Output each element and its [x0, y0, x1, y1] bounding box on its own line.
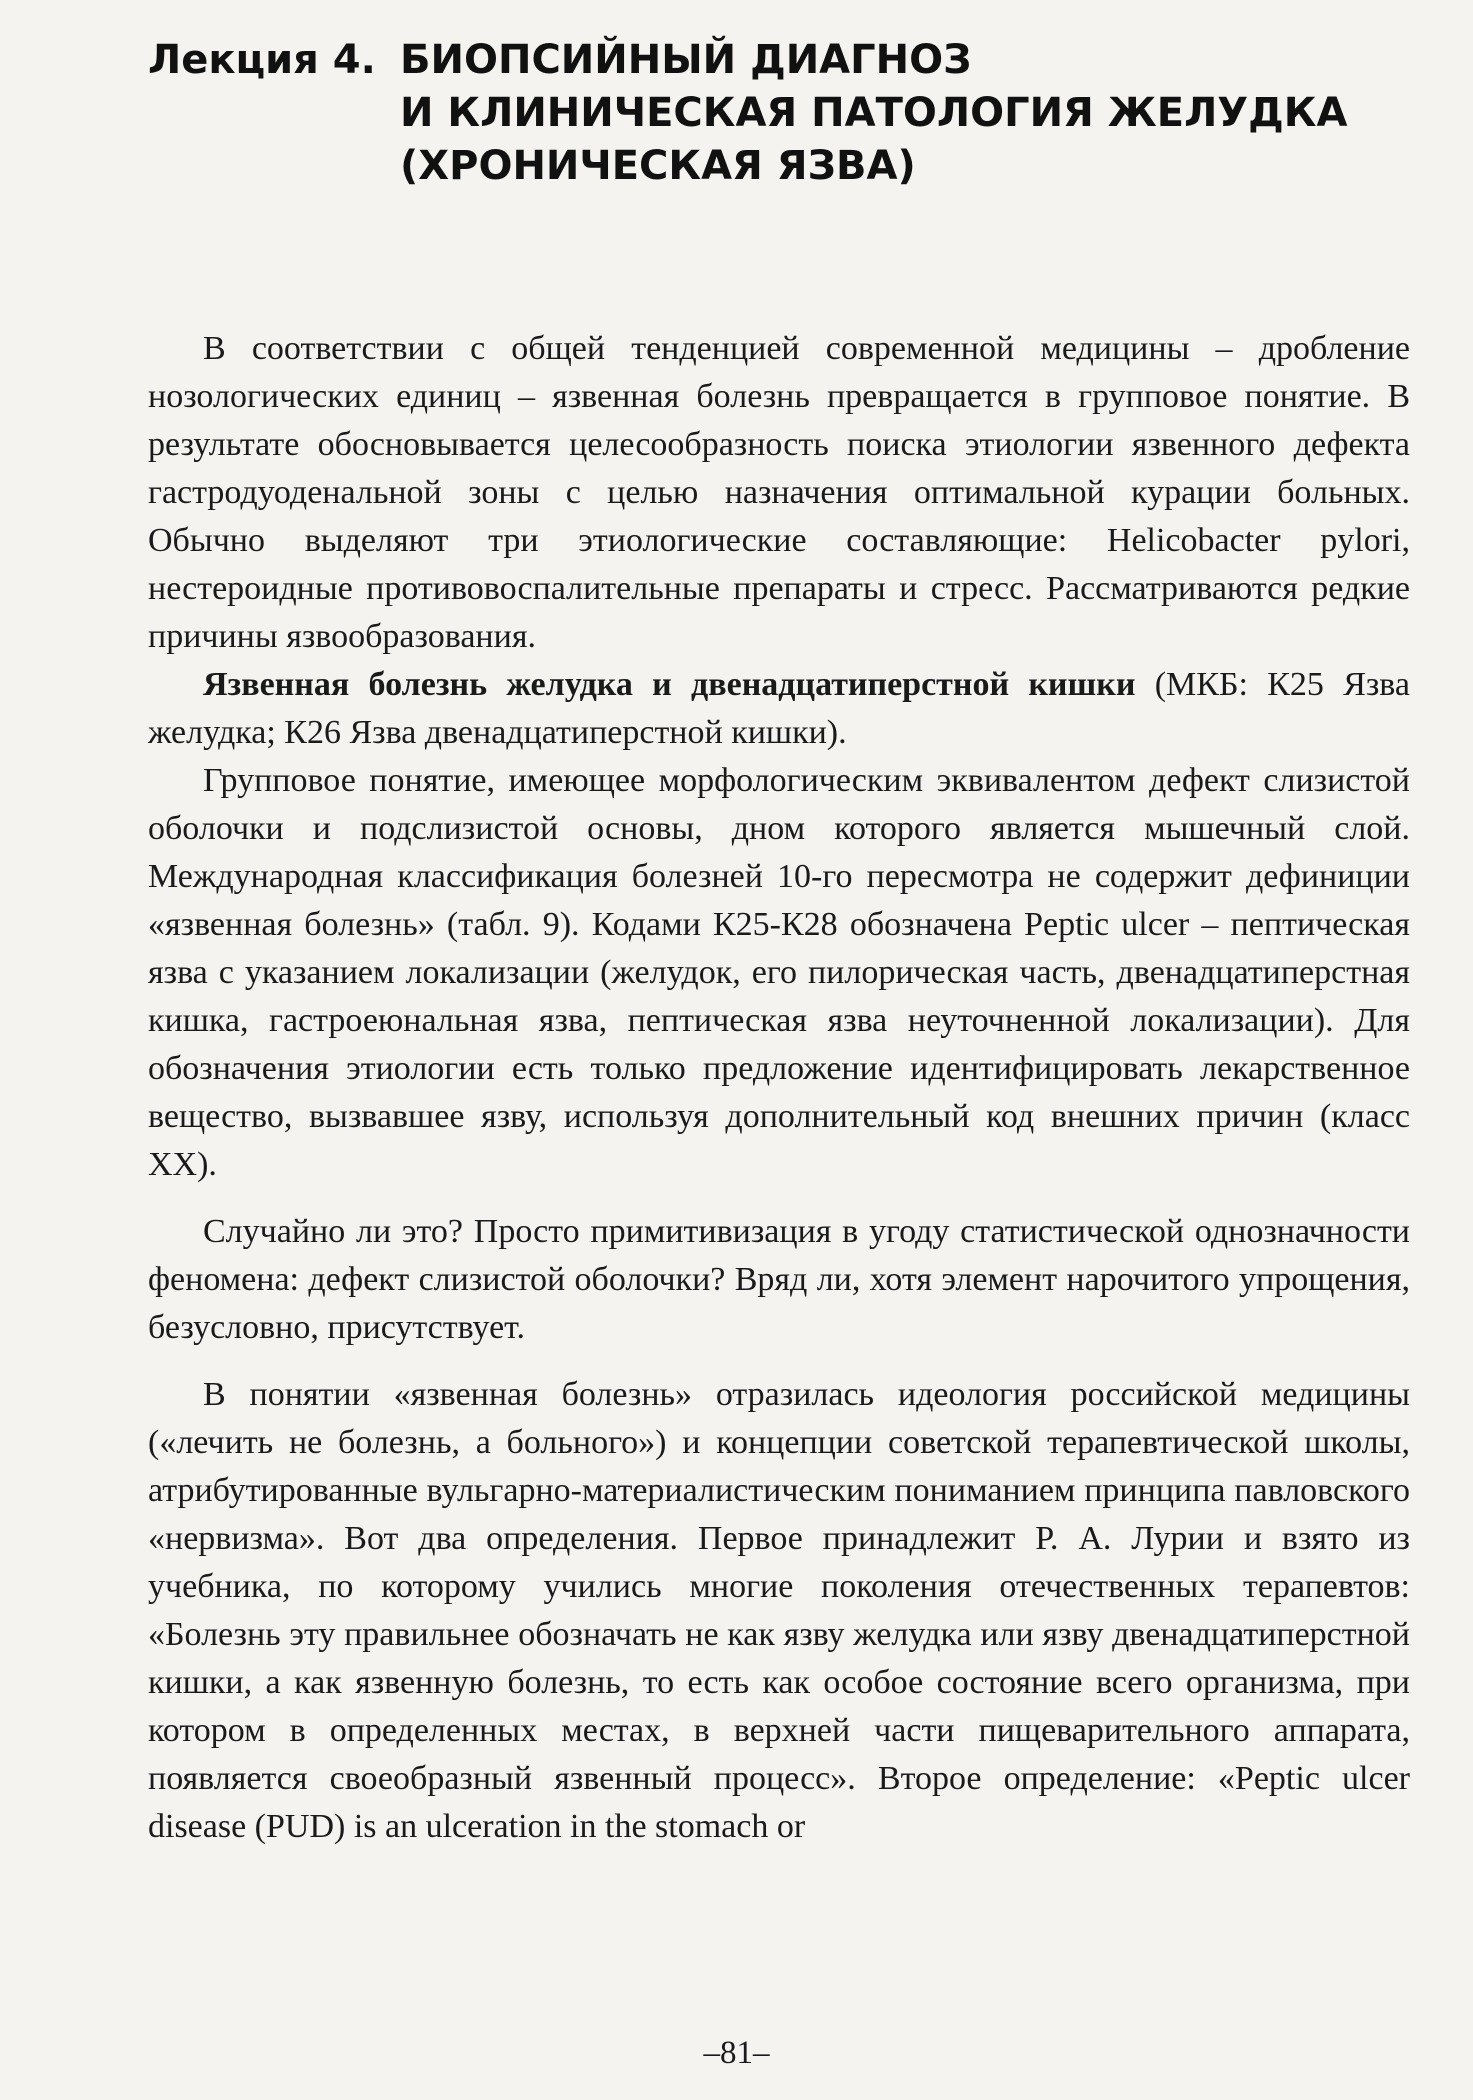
- paragraph-definition: [148, 661, 1410, 757]
- lecture-heading: [148, 34, 1418, 193]
- lecture-label: Лекция 4.: [148, 37, 376, 83]
- paragraph-question: Случайно ли это? Просто примитивизация в угоду статистической однозначности феномена: дефект слизистой оболочки? Вряд ли, хотя элемент нарочитого упрощения, безусловно, присутствует.: [148, 1213, 1410, 1346]
- heading-line-2: И КЛИНИЧЕСКАЯ ПАТОЛОГИЯ ЖЕЛУДКА: [400, 90, 1348, 136]
- paragraph-intro: В соответствии с общей тенденцией современной медицины – дробление нозологических единиц – язвенная болезнь превращается в групповое понятие. В результате обосновывается целесообразность поиска этиологии язвенного дефекта гастродуоденальной зоны с целью назначения оптимальной курации больных. Обычно выделяют три этиологические составляющие: Helicobacter pylori, нестероидные противовоспалительные препараты и стресс. Рассматриваются редкие причины язвообразования.: [148, 330, 1410, 655]
- paragraph-group-concept: Групповое понятие, имеющее морфологическим эквивалентом дефект слизистой оболочки и подслизистой основы, дном которого является мышечный слой. Международная классификация болезней 10-го пересмотра не содержит дефиниции «язвенная болезнь» (табл. 9). Кодами К25-К28 обозначена Peptic ulcer – пептическая язва с указанием локализации (желудок, его пилорическая часть, двенадцатиперстная кишка, гастроеюнальная язва, пептическая язва неуточненной локализации). Для обозначения этиологии есть только предложение идентифицировать лекарственное вещество, вызвавшее язву, используя дополнительный код внешних причин (класс XX).: [148, 762, 1410, 1183]
- page-number: –81–: [703, 2035, 770, 2071]
- paragraph-ideology: В понятии «язвенная болезнь» отразилась идеология российской медицины («лечить не болезнь, а больного») и концепции советской терапевтической школы, атрибутированные вульгарно-материалистическим пониманием принципа павловского «нервизма». Вот два определения. Первое принадлежит Р. А. Лурии и взято из учебника, по которому учились многие поколения отечественных терапевтов: «Болезнь эту правильнее обозначать не как язву желудка или язву двенадцатиперстной кишки, а как язвенную болезнь, то есть как особое состояние всего организма, при котором в определенных местах, в верхней части пищеварительного аппарата, появляется своеобразный язвенный процесс». Второе определение: «Peptic ulcer disease (PUD) is an ulceration in the stomach or: [148, 1376, 1410, 1845]
- icd-codes: (МКБ: К25 Язва желудка; К26 Язва двенадцатиперстной кишки).: [148, 666, 1411, 751]
- heading-line-3: (ХРОНИЧЕСКАЯ ЯЗВА): [400, 143, 916, 189]
- heading-line-1: БИОПСИЙНЫЙ ДИАГНОЗ: [400, 37, 972, 83]
- term-ulcer-disease: Язвенная болезнь желудка и двенадцатиперстной кишки: [203, 666, 1136, 703]
- body-text: [148, 325, 1410, 1851]
- heading-row-3: [148, 140, 1418, 193]
- heading-row-2: [148, 87, 1418, 140]
- heading-row-1: [148, 34, 1418, 87]
